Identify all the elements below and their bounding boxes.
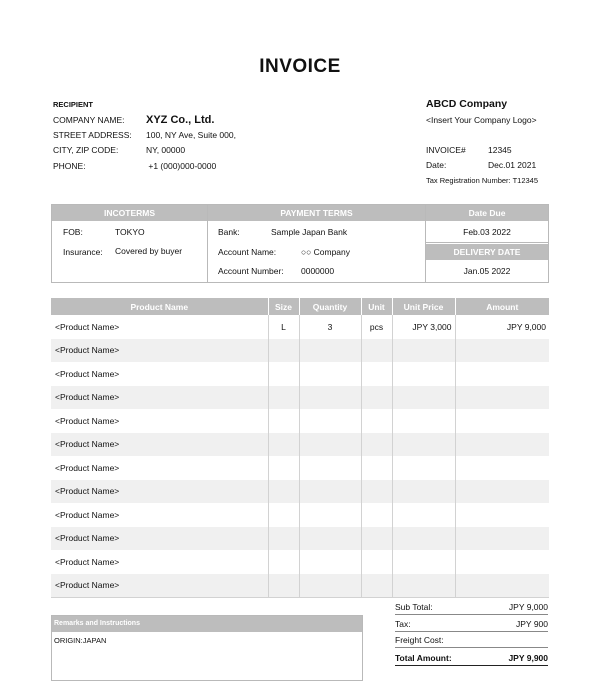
- tax-registration-number: Tax Registration Number: T12345: [426, 176, 539, 185]
- table-row: [51, 409, 549, 433]
- quantity-cell: [299, 550, 361, 574]
- amount-cell: [455, 480, 549, 504]
- date-due-divider: [426, 242, 548, 243]
- unit-price-cell: [392, 386, 455, 410]
- amount-cell: [455, 574, 549, 598]
- quantity-cell: [299, 527, 361, 551]
- recipient-phone-value: +1 (000)000-0000: [146, 161, 217, 171]
- product-name-cell: <Product Name>: [51, 480, 268, 504]
- unit-price-cell: [392, 503, 455, 527]
- recipient-street-row: [53, 130, 236, 140]
- table-row: [51, 386, 549, 410]
- product-name-cell: <Product Name>: [51, 315, 268, 339]
- size-cell: [268, 386, 299, 410]
- unit-cell: pcs: [361, 315, 392, 339]
- invoice-date-row: [426, 160, 536, 170]
- delivery-date-header: DELIVERY DATE: [426, 244, 548, 260]
- quantity-cell: 3: [299, 315, 361, 339]
- table-row: [51, 433, 549, 457]
- delivery-date-value: Jan.05 2022: [463, 266, 511, 276]
- amount-cell: [455, 409, 549, 433]
- date-due-value: Feb.03 2022: [463, 227, 511, 237]
- size-cell: [268, 574, 299, 598]
- size-cell: [268, 433, 299, 457]
- table-row: [51, 550, 549, 574]
- product-name-cell: <Product Name>: [51, 339, 268, 363]
- bank-label: Bank:: [218, 227, 240, 237]
- subtotal-row: [395, 599, 548, 615]
- invoice-number-row: [426, 145, 512, 155]
- company-logo-placeholder: <Insert Your Company Logo>: [426, 115, 537, 125]
- quantity-cell: [299, 386, 361, 410]
- recipient-company-key: COMPANY NAME:: [53, 115, 125, 125]
- insurance-value: Covered by buyer: [115, 246, 183, 256]
- totals-divider: [395, 647, 548, 648]
- col-header-quantity: Quantity: [299, 298, 361, 315]
- recipient-company-value: XYZ Co., Ltd.: [146, 114, 215, 126]
- size-cell: [268, 362, 299, 386]
- unit-price-cell: [392, 433, 455, 457]
- product-name-cell: <Product Name>: [51, 527, 268, 551]
- col-header-size: Size: [268, 298, 299, 315]
- unit-cell: [361, 550, 392, 574]
- unit-price-cell: [392, 409, 455, 433]
- terms-box: [51, 204, 549, 283]
- size-cell: [268, 339, 299, 363]
- amount-cell: [455, 456, 549, 480]
- remarks-header: Remarks and Instructions: [52, 616, 362, 632]
- recipient-phone-key: PHONE:: [53, 161, 86, 171]
- tax-value: JPY 900: [516, 619, 548, 629]
- total-amount-value: JPY 9,900: [508, 653, 548, 663]
- remarks-box: [51, 615, 363, 681]
- unit-cell: [361, 339, 392, 363]
- quantity-cell: [299, 480, 361, 504]
- quantity-cell: [299, 503, 361, 527]
- amount-cell: [455, 386, 549, 410]
- table-row: [51, 362, 549, 386]
- unit-cell: [361, 433, 392, 457]
- freight-label: Freight Cost:: [395, 635, 444, 645]
- size-cell: [268, 409, 299, 433]
- unit-cell: [361, 456, 392, 480]
- terms-divider: [207, 205, 208, 282]
- col-header-unit: Unit: [361, 298, 392, 315]
- unit-cell: [361, 574, 392, 598]
- invoice-number-key: INVOICE#: [426, 145, 466, 155]
- size-cell: [268, 456, 299, 480]
- amount-cell: [455, 550, 549, 574]
- incoterms-header: INCOTERMS: [52, 205, 207, 221]
- bank-value: Sample Japan Bank: [271, 227, 348, 237]
- recipient-city-key: CITY, ZIP CODE:: [53, 145, 119, 155]
- table-header-row: [51, 298, 549, 315]
- product-name-cell: <Product Name>: [51, 409, 268, 433]
- recipient-phone-row: [53, 161, 216, 171]
- subtotal-value: JPY 9,000: [508, 602, 548, 612]
- col-header-unit-price: Unit Price: [392, 298, 455, 315]
- size-cell: [268, 550, 299, 574]
- date-due-header: Date Due: [426, 205, 548, 221]
- quantity-cell: [299, 362, 361, 386]
- product-name-cell: <Product Name>: [51, 503, 268, 527]
- product-name-cell: <Product Name>: [51, 574, 268, 598]
- tax-label: Tax:: [395, 619, 411, 629]
- invoice-title: INVOICE: [259, 56, 341, 77]
- totals-divider: [395, 614, 548, 615]
- recipient-company-row: [53, 114, 214, 126]
- invoice-number-value: 12345: [488, 145, 512, 155]
- amount-cell: [455, 433, 549, 457]
- quantity-cell: [299, 456, 361, 480]
- account-name-label: Account Name:: [218, 247, 277, 257]
- unit-cell: [361, 409, 392, 433]
- unit-price-cell: JPY 3,000: [392, 315, 455, 339]
- account-number-label: Account Number:: [218, 266, 284, 276]
- table-row: [51, 503, 549, 527]
- unit-cell: [361, 503, 392, 527]
- product-name-cell: <Product Name>: [51, 386, 268, 410]
- size-cell: L: [268, 315, 299, 339]
- unit-price-cell: [392, 362, 455, 386]
- fob-value: TOKYO: [115, 227, 145, 237]
- invoice-date-value: Dec.01 2021: [488, 160, 537, 170]
- totals-divider: [395, 665, 548, 666]
- recipient-street-value: 100, NY Ave, Suite 000,: [146, 130, 236, 140]
- product-name-cell: <Product Name>: [51, 433, 268, 457]
- table-row: [51, 456, 549, 480]
- product-name-cell: <Product Name>: [51, 362, 268, 386]
- total-amount-row: [395, 650, 548, 666]
- fob-label: FOB:: [63, 227, 83, 237]
- amount-cell: [455, 339, 549, 363]
- col-header-amount: Amount: [455, 298, 549, 315]
- table-row: [51, 574, 549, 598]
- table-row: [51, 480, 549, 504]
- amount-cell: [455, 503, 549, 527]
- company-name: ABCD Company: [426, 98, 508, 110]
- amount-cell: [455, 362, 549, 386]
- product-table: [51, 298, 549, 598]
- payment-terms-header: PAYMENT TERMS: [208, 205, 425, 221]
- quantity-cell: [299, 574, 361, 598]
- quantity-cell: [299, 433, 361, 457]
- unit-cell: [361, 386, 392, 410]
- quantity-cell: [299, 339, 361, 363]
- total-amount-label: Total Amount:: [395, 653, 452, 663]
- invoice-date-key: Date:: [426, 160, 447, 170]
- recipient-street-key: STREET ADDRESS:: [53, 130, 132, 140]
- account-number-value: 0000000: [301, 266, 335, 276]
- remarks-body: ORIGIN:JAPAN: [54, 636, 107, 645]
- col-header-product-name: Product Name: [51, 298, 268, 315]
- recipient-label: RECIPIENT: [53, 100, 94, 109]
- table-row: [51, 315, 549, 339]
- unit-cell: [361, 527, 392, 551]
- table-row: [51, 339, 549, 363]
- unit-price-cell: [392, 574, 455, 598]
- unit-price-cell: [392, 550, 455, 574]
- unit-price-cell: [392, 527, 455, 551]
- table-row: [51, 527, 549, 551]
- recipient-city-value: NY, 00000: [146, 145, 186, 155]
- unit-price-cell: [392, 480, 455, 504]
- size-cell: [268, 480, 299, 504]
- amount-cell: [455, 527, 549, 551]
- unit-price-cell: [392, 456, 455, 480]
- account-name-value: ○○ Company: [301, 247, 351, 257]
- freight-row: [395, 632, 548, 648]
- quantity-cell: [299, 409, 361, 433]
- subtotal-label: Sub Total:: [395, 602, 433, 612]
- size-cell: [268, 503, 299, 527]
- product-name-cell: <Product Name>: [51, 550, 268, 574]
- unit-cell: [361, 362, 392, 386]
- product-name-cell: <Product Name>: [51, 456, 268, 480]
- tax-row: [395, 616, 548, 632]
- unit-cell: [361, 480, 392, 504]
- amount-cell: JPY 9,000: [455, 315, 549, 339]
- size-cell: [268, 527, 299, 551]
- insurance-label: Insurance:: [63, 247, 103, 257]
- recipient-city-row: [53, 145, 185, 155]
- unit-price-cell: [392, 339, 455, 363]
